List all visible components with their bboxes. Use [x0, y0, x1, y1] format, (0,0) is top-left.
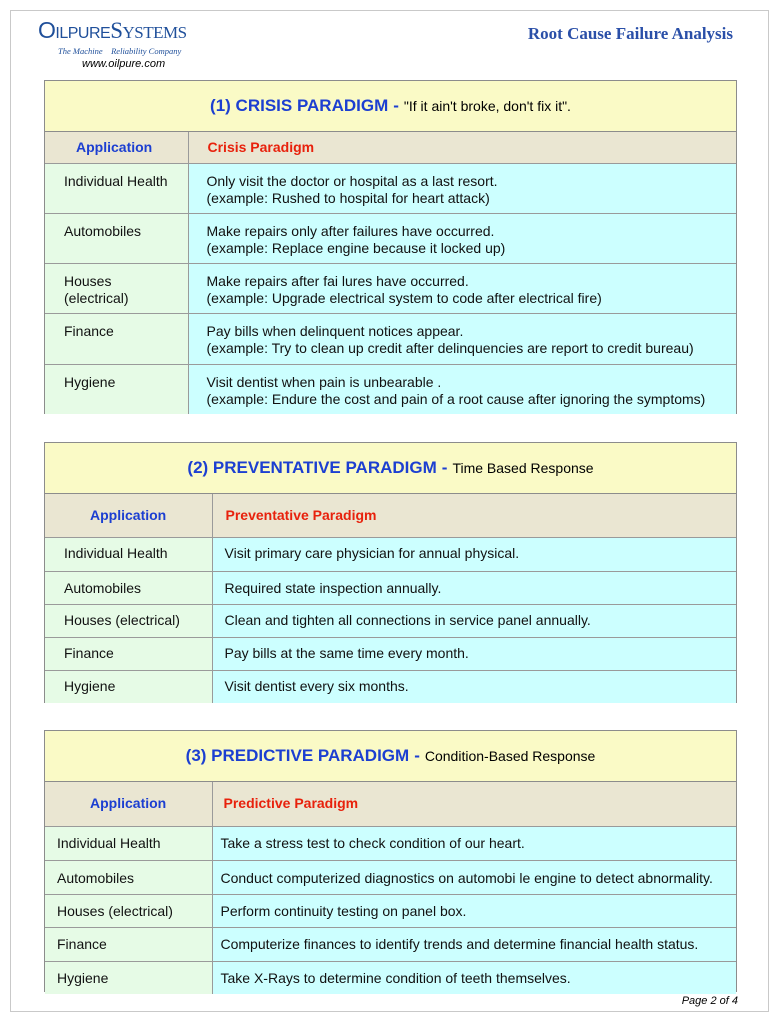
description-cell: Take X-Rays to determine condition of teeth themselves. [212, 961, 736, 994]
logo-wordmark [38, 18, 208, 46]
description-line: Pay bills when delinquent notices appear. [206, 322, 464, 339]
description-cell: Computerize finances to identify trends and determine financial health status. [212, 927, 736, 961]
application-cell: Houses (electrical) [45, 894, 212, 927]
paradigm-column-header: Crisis Paradigm [207, 138, 315, 155]
description-cell: Conduct computerized diagnostics on automobi le engine to detect abnormality. [212, 860, 736, 894]
logo-ilpure: ILPURE [55, 25, 111, 42]
preventative-table [45, 494, 736, 703]
description-cell: Take a stress test to check condition of our heart. [212, 826, 736, 860]
predictive-paradigm-section [44, 730, 737, 992]
table-row [45, 263, 736, 313]
example-line: (example: Try to clean up credit after delinquencies are report to credit bureau) [206, 339, 694, 356]
example-line: (example: Upgrade electrical system to code after electrical fire) [206, 289, 602, 306]
application-cell: Hygiene [45, 961, 212, 994]
section-title: (3) PREDICTIVE PARADIGM [185, 746, 410, 765]
example-line: (example: Rushed to hospital for heart attack) [206, 189, 490, 206]
oilpure-logo [38, 18, 208, 70]
description-line: Make repairs after fai lures have occurred. [206, 272, 469, 289]
application-cell: Automobiles [45, 571, 212, 604]
application-cell: Hygiene [45, 364, 188, 414]
application-cell: Automobiles [45, 860, 212, 894]
table-row [45, 213, 736, 263]
table-row [45, 537, 736, 571]
description-cell: Visit dentist every six months. [212, 670, 736, 703]
description-cell: Pay bills at the same time every month. [212, 637, 736, 670]
column-header-row [45, 782, 736, 826]
section-dash: - [414, 746, 420, 765]
section-dash: - [441, 458, 448, 477]
section-title: (2) PREVENTATIVE PARADIGM [187, 458, 437, 477]
application-cell: Hygiene [45, 670, 212, 703]
application-cell: Finance [45, 927, 212, 961]
section-subtitle: Condition-Based Response [424, 748, 596, 764]
page-number: Page 2 of 4 [681, 995, 738, 1007]
logo-ystems: YSTEMS [122, 23, 187, 42]
example-line: (example: Replace engine because it locked up) [206, 239, 506, 256]
description-cell: Perform continuity testing on panel box. [212, 894, 736, 927]
application-cell: Individual Health [45, 826, 212, 860]
application-cell: Individual Health [45, 537, 212, 571]
crisis-paradigm-section [44, 80, 737, 414]
logo-url[interactable]: www.oilpure.com [82, 58, 166, 70]
table-row [45, 826, 736, 860]
application-cell: Finance [45, 637, 212, 670]
table-row [45, 670, 736, 703]
section-subtitle: Time Based Response [452, 460, 594, 476]
description-line: Make repairs only after failures have occurred. [206, 222, 495, 239]
application-column-header: Application [76, 138, 153, 155]
table-row [45, 313, 736, 364]
section-subtitle: "If it ain't broke, don't fix it". [403, 98, 571, 114]
table-row [45, 604, 736, 637]
logo-cap-s: S [110, 18, 123, 43]
section-title: (1) CRISIS PARADIGM [210, 96, 389, 115]
section-header [45, 443, 736, 494]
section-dash: - [393, 96, 399, 115]
application-column-header: Application [90, 506, 167, 523]
table-row [45, 637, 736, 670]
table-row [45, 860, 736, 894]
table-row [45, 163, 736, 213]
document-title: Root Cause Failure Analysis [527, 24, 733, 43]
description-line: Only visit the doctor or hospital as a last resort. [206, 172, 498, 189]
application-cell: Individual Health [45, 163, 188, 213]
paradigm-column-header: Predictive Paradigm [223, 795, 359, 812]
paradigm-column-header: Preventative Paradigm [225, 506, 377, 523]
application-column-header: Application [90, 795, 167, 812]
logo-cap-o: O [38, 17, 56, 43]
application-cell: Automobiles [45, 213, 188, 263]
table-row [45, 364, 736, 414]
description-cell: Visit primary care physician for annual physical. [212, 537, 736, 571]
table-row [45, 927, 736, 961]
column-header-row [45, 494, 736, 537]
predictive-table [45, 782, 736, 994]
description-cell: Required state inspection annually. [212, 571, 736, 604]
description-cell: Clean and tighten all connections in service panel annually. [212, 604, 736, 637]
section-header [45, 731, 736, 782]
crisis-table [45, 132, 736, 414]
example-line: (example: Endure the cost and pain of a root cause after ignoring the symptoms) [206, 390, 706, 407]
logo-tagline: The Machine Reliability Company [58, 46, 182, 56]
application-cell: Finance [45, 313, 188, 364]
table-row [45, 894, 736, 927]
section-header [45, 81, 736, 132]
column-header-row [45, 132, 736, 163]
application-cell: Houses (electrical) [45, 263, 188, 313]
preventative-paradigm-section [44, 442, 737, 703]
description-line: Visit dentist when pain is unbearable . [206, 373, 442, 390]
table-row [45, 571, 736, 604]
table-row [45, 961, 736, 994]
application-cell: Houses (electrical) [45, 604, 212, 637]
